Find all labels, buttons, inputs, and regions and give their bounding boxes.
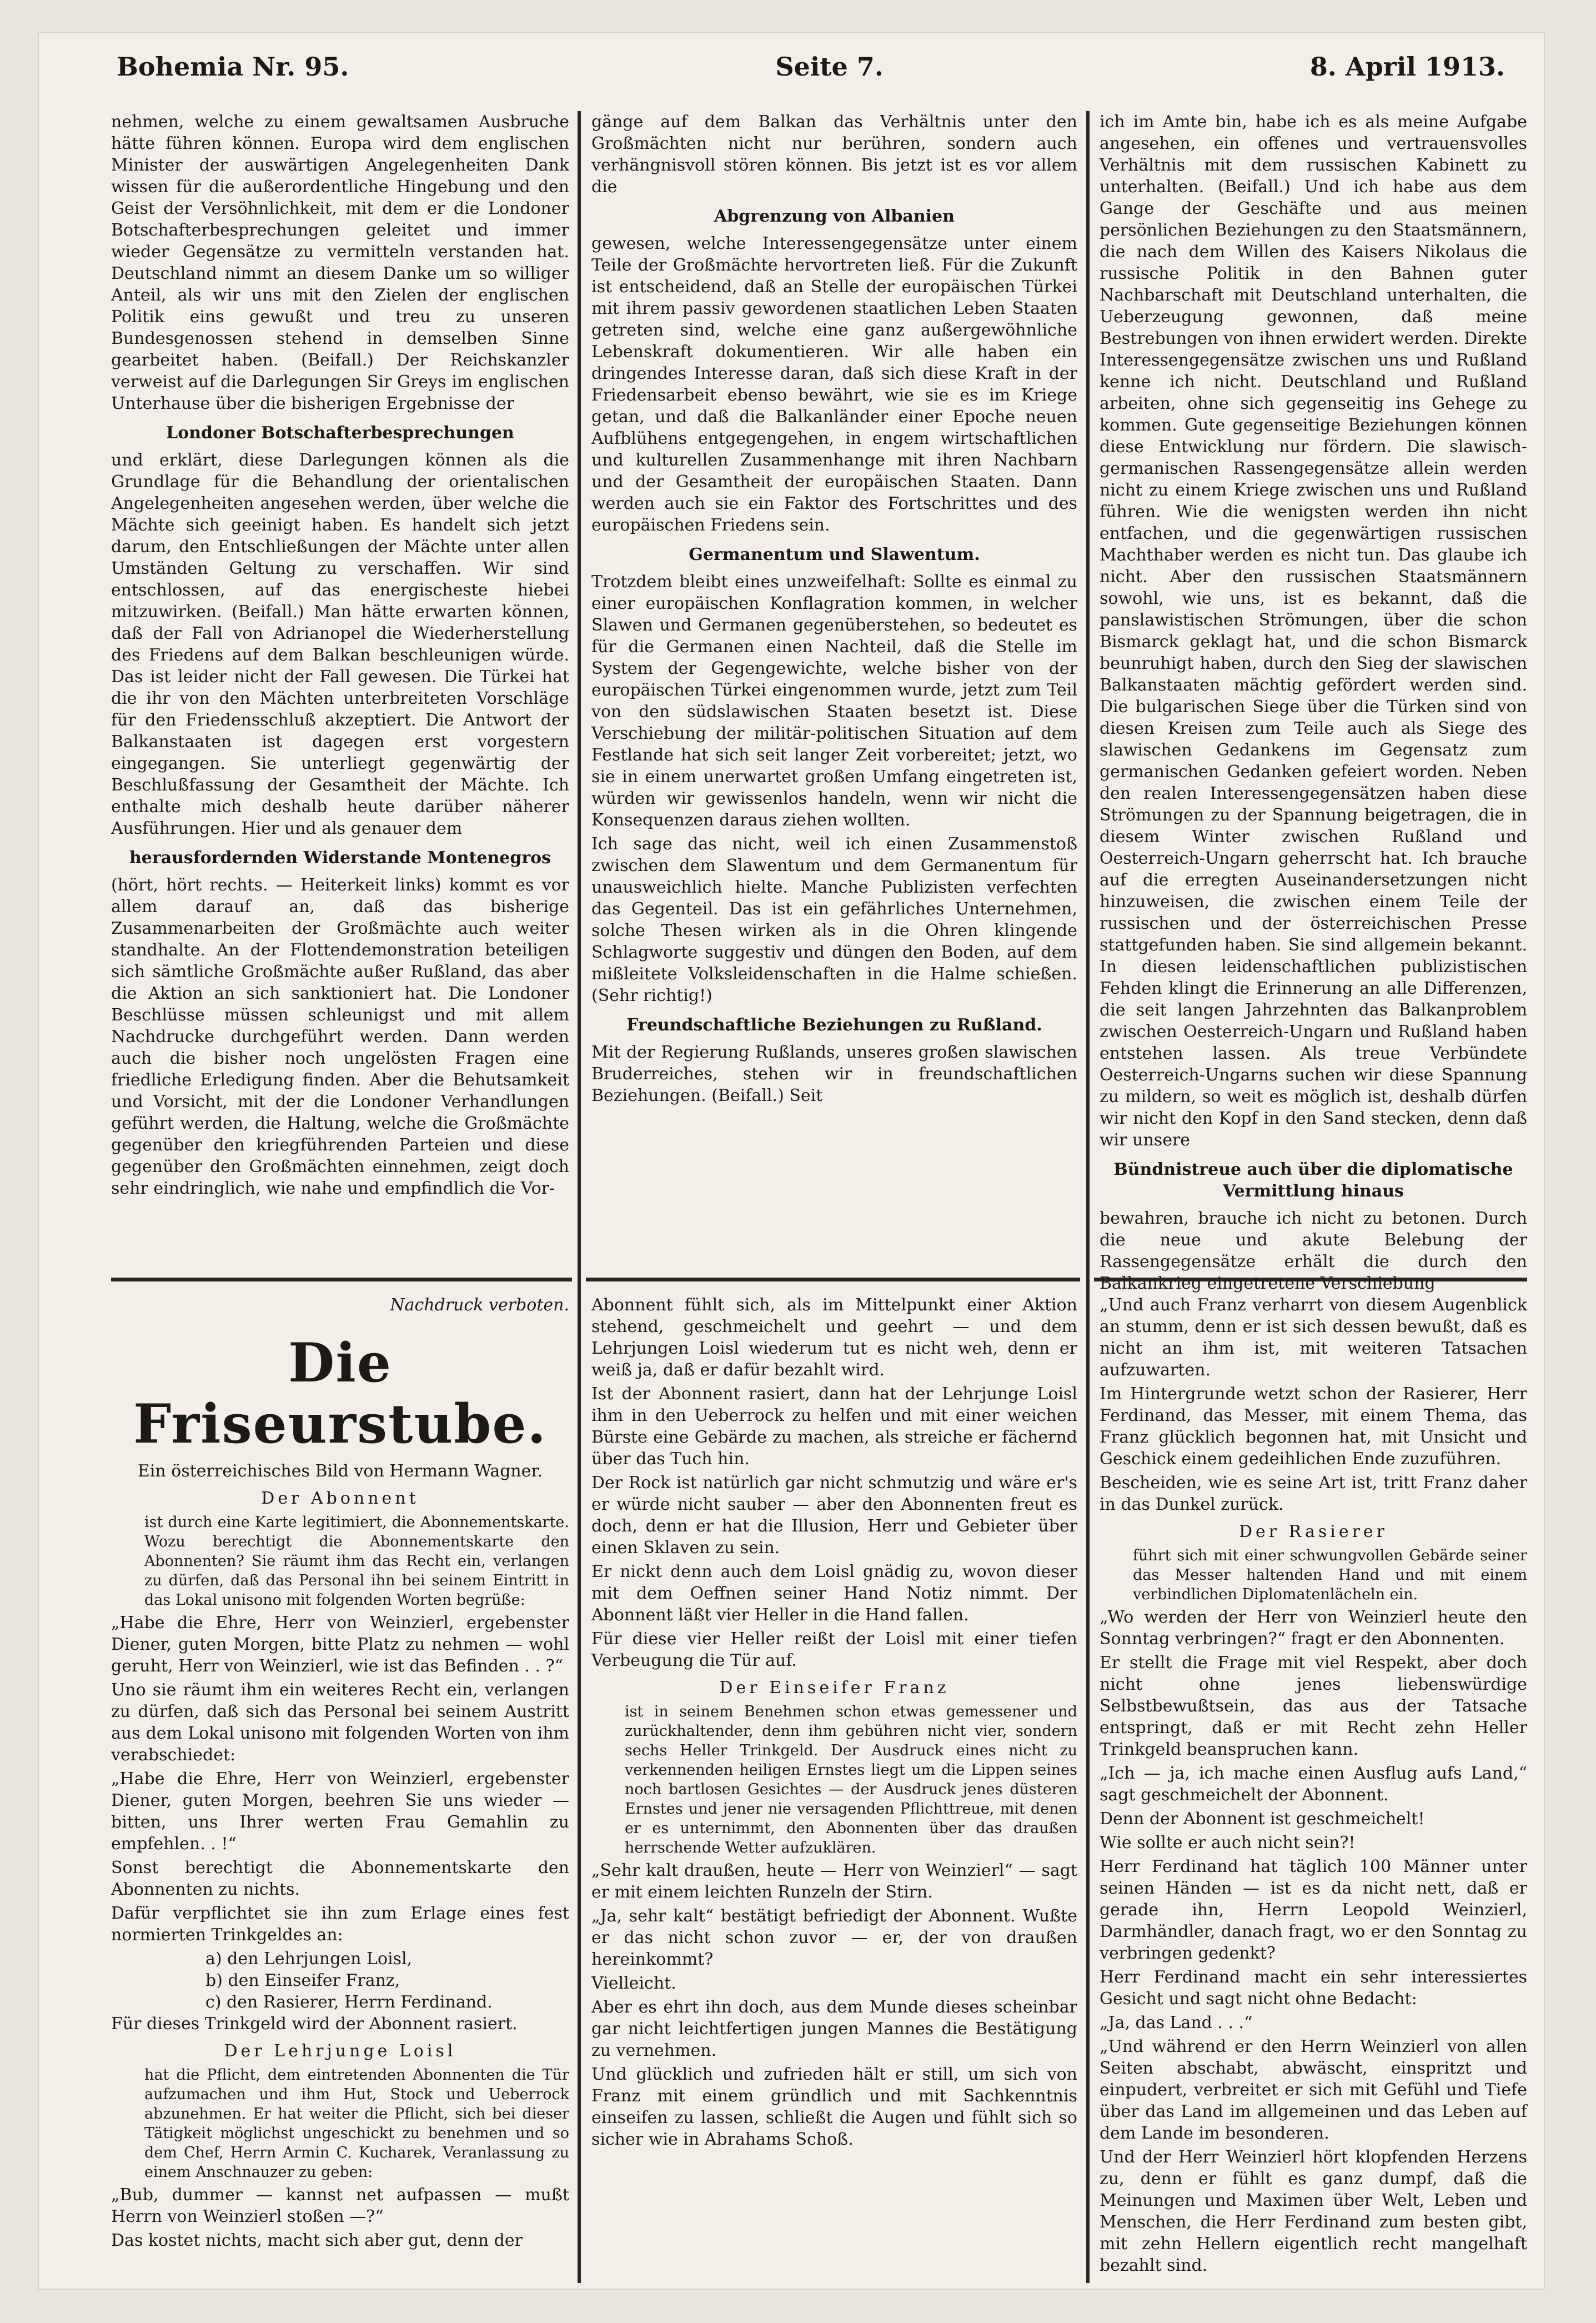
- story-byline: Ein österreichisches Bild von Hermann Wagner.: [137, 1461, 543, 1481]
- story-description: führt sich mit einer schwungvollen Gebärde seiner das Messer haltenden Hand und mit einem verbindlichen Diplomatenlächeln ein.: [1133, 1547, 1527, 1603]
- story-paragraph: Er stellt die Frage mit viel Respekt, aber doch nicht ohne jenes liebenswürdige Selbstbewußtsein, das aus der Tatsache entspringt, daß er mit Recht zehn Heller Trinkgeld beanspruchen kann.: [1100, 1653, 1527, 1759]
- article-paragraph: Mit der Regierung Rußlands, unseres großen slawischen Bruderreiches, stehen wir in freundschaftlichen Beziehungen. (Beifall.) Seit: [591, 1043, 1077, 1105]
- story-paragraph: Aber es ehrt ihn doch, aus dem Munde dieses scheinbar gar nicht leichtfertigen jungen Mannes die Bestätigung zu vernehmen.: [591, 1997, 1077, 2060]
- list-item: c) den Rasierer, Herrn Ferdinand.: [205, 1992, 493, 2012]
- article-column-1: [111, 111, 569, 1269]
- list-item: a) den Lehrjungen Loisl,: [205, 1949, 413, 1969]
- story-section-heading: Der Rasierer: [1238, 1522, 1388, 1541]
- story-description: hat die Pflicht, dem eintretenden Abonnenten die Tür aufzumachen und ihm Hut, Stock und Ueberrock abzunehmen. Er hat weiter die Pflicht, sich bei dieser Tätigkeit möglichst ungeschickt zu benehmen und so dem Chef, Herrn Armin C. Kucharek, Veranlassung zu einem Anschnauzer zu geben:: [144, 2066, 569, 2181]
- story-paragraph: „Bub, dummer — kannst net aufpassen — mußt Herrn von Weinzierl stoßen —?“: [111, 2185, 569, 2226]
- story-paragraph: „Ja, das Land . . .“: [1100, 2013, 1253, 2032]
- story-description: ist durch eine Karte legitimiert, die Abonnementskarte. Wozu berechtigt die Abonnementskarte den Abonnenten? Sie räumt ihm das Recht ein, verlangen zu dürfen, daß das Personal ihn bei seinem Eintritt in das Lokal unisono mit folgenden Worten begrüße:: [144, 1514, 569, 1609]
- story-paragraph: Vielleicht.: [591, 1974, 676, 1993]
- story-column-2: [591, 1294, 1077, 2283]
- story-column-1: [111, 1294, 569, 2283]
- story-paragraph: Bescheiden, wie es seine Art ist, tritt Franz daher in das Dunkel zurück.: [1100, 1473, 1527, 1514]
- header-issue: Bohemia Nr. 95.: [117, 52, 349, 82]
- article-column-3: [1100, 111, 1527, 1293]
- newspaper-page: [39, 33, 1544, 2289]
- story-paragraph: Sonst berechtigt die Abonnementskarte den Abonnenten zu nichts.: [111, 1858, 569, 1899]
- article-subheading: Germanentum und Slawentum.: [689, 545, 980, 564]
- article-paragraph: ich im Amte bin, habe ich es als meine Aufgabe angesehen, ein offenes und vertrauensvolles Verhältnis mit dem russischen Kabinett zu unterhalten. (Beifall.) Und ich habe aus dem Gange der Geschäfte und aus meinen persönlichen Beziehungen zu den Staatsmännern, die nach dem Willen des Kaisers Nikolaus die russische Politik in den Bahnen guter Nachbarschaft mit Deutschland unterhalten, die Ueberzeugung gewonnen, daß meine Bestrebungen von ihnen erwidert werden. Direkte Interessengegensätze zwischen uns und Rußland kenne ich nicht. Deutschland und Rußland arbeiten, ohne sich gegenseitig ins Gehege zu kommen. Gute gegenseitige Beziehungen können diese Entwicklung nur fördern. Die slawisch-germanischen Rassengegensätze allein werden nicht zu einem Kriege zwischen uns und Rußland führen. Wie die wenigsten werden ihn nicht entfachen, und die gegenwärtigen russischen Machthaber werden es nicht tun. Das glaube ich nicht. Aber den russischen Staatsmännern sowohl, wie uns, ist es bekannt, daß die panslawistischen Strömungen, über die schon Bismarck geklagt hat, und die schon Bismarck beunruhigt haben, durch den Sieg der slawischen Balkanstaaten mächtig gefördert werden sind. Die bulgarischen Siege über die Türken sind von diesen Kreisen zum Teile auch als Siege des slawischen Gedankens im Gegensatz zum germanischen Gedanken gefeiert worden. Neben den realen Interessengegensätzen haben diese Strömungen zu der Spannung beigetragen, die in diesem Winter zwischen Rußland und Oesterreich-Ungarn geherrscht hat. Ich brauche auf die erregten Auseinandersetzungen nicht hinzuweisen, die zwischen einem Teile der russischen und der österreichischen Presse stattgefunden haben. Sie sind allgemein bekannt. In diesen leidenschaftlichen publizistischen Fehden klingt die Erinnerung an alle Differenzen, die seit langen Jahrzehnten das Balkanproblem zwischen Oesterreich-Ungarn und Rußland haben entstehen lassen. Als treue Verbündete Oesterreich-Ungarns suchen wir diese Spannung zu mildern, so weit es möglich ist, deshalb dürfen wir nicht den Kopf in den Sand stecken, denn daß wir unsere: [1100, 112, 1527, 1150]
- story-paragraph: „Habe die Ehre, Herr von Weinzierl, ergebenster Diener, guten Morgen, bitte Platz zu nehmen — wohl geruht, Herr von Weinzierl, wie ist das Befinden . . ?“: [111, 1613, 569, 1676]
- story-paragraph: Dafür verpflichtet sie ihn zum Erlage eines fest normierten Trinkgeldes an:: [111, 1904, 569, 1945]
- story-paragraph: „Und auch Franz verharrt von diesem Augenblick an stumm, denn er ist sich dessen bewußt, daß es nicht an ihm ist, mit weiteren Tatsachen aufzuwarten.: [1100, 1295, 1527, 1380]
- article-paragraph: (hört, hört rechts. — Heiterkeit links) kommt es vor allem darauf an, daß das bisherige Zusammenarbeiten der Großmächte auch weiter standhalte. An der Flottendemonstration beteiligen sich sämtliche Großmächte außer Rußland, das aber die Aktion an sich sanktioniert hat. Die Londoner Beschlüsse müssen schleunigst und mit allem Nachdrucke durchgeführt werden. Dann werden auch die bisher noch ungelösten Fragen eine friedliche Erledigung finden. Aber die Behutsamkeit und Vorsicht, mit der die Londoner Verhandlungen geführt werden, die Haltung, welche die Großmächte gegenüber den kriegführenden Parteien und diese gegenüber den Großmächten einnehmen, zeigt doch sehr eindringlich, wie nahe und empfindlich die Vor-: [111, 875, 569, 1198]
- story-paragraph: Wie sollte er auch nicht sein?!: [1100, 1833, 1356, 1853]
- article-subheading: Bündnistreue auch über die diplomatische Vermittlung hinaus: [1113, 1160, 1513, 1201]
- article-paragraph: nehmen, welche zu einem gewaltsamen Ausbruche hätte führen können. Europa wird dem englischen Minister der auswärtigen Angelegenheiten Dank wissen für die außerordentliche Hingebung und den Geist der Versöhnlichkeit, mit dem er die Londoner Botschafterbesprechungen geleitet und immer wieder Gegensätze zu vermitteln verstanden hat. Deutschland nimmt an diesem Danke um so williger Anteil, als wir uns mit den Zielen der englischen Politik eins gewußt und treu zu unseren Bundesgenossen stehend in demselben Sinne gearbeitet haben. (Beifall.) Der Reichskanzler verweist auf die Darlegungen Sir Greys im englischen Unterhause über die bisherigen Ergebnisse der: [111, 112, 569, 413]
- story-paragraph: Herr Ferdinand macht ein sehr interessiertes Gesicht und sagt nicht ohne Bedacht:: [1100, 1967, 1527, 2009]
- article-subheading: Londoner Botschafterbesprechungen: [166, 423, 514, 443]
- story-paragraph: Für diese vier Heller reißt der Loisl mit einer tiefen Verbeugung die Tür auf.: [591, 1629, 1077, 1670]
- section-divider-2: [586, 1278, 1080, 1281]
- page-header: [39, 33, 1544, 100]
- article-paragraph: Trotzdem bleibt eines unzweifelhaft: Sollte es einmal zu einer europäischen Konflagration kommen, in welcher Slawen und Germanen gegenüberstehen, so bedeutet es für die Germanen einen Nachteil, daß die Stelle im System der Gegengewichte, welche bisher von der europäischen Türkei eingenommen wurde, jetzt zum Teil von den südslawischen Staaten besetzt ist. Diese Verschiebung der militär-politischen Situation auf dem Festlande hat sich seit langer Zeit vorbereitet; jetzt, wo sie in einem unerwartet großen Umfang eingetreten ist, würden wir gewissenlos handeln, wenn wir nicht die Konsequenzen daraus ziehen wollten.: [591, 572, 1077, 830]
- story-paragraph: Abonnent fühlt sich, als im Mittelpunkt einer Aktion stehend, geschmeichelt und geehrt — und dem Lehrjungen Loisl wiederum tut es nicht weh, denn er weiß ja, daß er dafür bezahlt wird.: [591, 1295, 1077, 1380]
- story-paragraph: Ist der Abonnent rasiert, dann hat der Lehrjunge Loisl ihm in den Ueberrock zu helfen und mit einer weichen Bürste eine Gebärde zu machen, als streiche er fächernd über das Tuch hin.: [591, 1384, 1077, 1469]
- article-subheading: Freundschaftliche Beziehungen zu Rußland.: [626, 1015, 1042, 1035]
- list-item: b) den Einseifer Franz,: [205, 1971, 400, 1990]
- story-section-heading: Der Einseifer Franz: [719, 1678, 950, 1698]
- header-date: 8. April 1913.: [1309, 52, 1505, 82]
- story-paragraph: Denn der Abonnent ist geschmeichelt!: [1100, 1809, 1425, 1829]
- column-rule-left: [578, 111, 581, 2283]
- story-column-3: [1100, 1294, 1527, 2283]
- reprint-notice: Nachdruck verboten.: [390, 1295, 569, 1315]
- story-paragraph: Der Rock ist natürlich gar nicht schmutzig und wäre er's er würde nicht sauber — aber den Abonnenten freut es doch, denn er hat die Illusion, Herr und Gebieter über einen Sklaven zu sein.: [591, 1473, 1077, 1558]
- story-paragraph: „Und während er den Herrn Weinzierl von allen Seiten abschabt, abwäscht, einspritzt und einpudert, verbreitet er sich mit Gefühl und Tiefe über das Land im allgemeinen und das Leben auf dem Lande im besonderen.: [1100, 2037, 1527, 2143]
- story-paragraph: Herr Ferdinand hat täglich 100 Männer unter seinen Händen — ist es da nicht nett, daß er gerade ihn, Herrn Leopold Weinzierl, Darmhändler, danach fragt, wo er den Sonntag zu verbringen gedenkt?: [1100, 1857, 1527, 1963]
- story-paragraph: „Wo werden der Herr von Weinzierl heute den Sonntag verbringen?“ fragt er den Abonnenten.: [1100, 1608, 1527, 1649]
- story-title: Die Friseurstube.: [133, 1331, 547, 1455]
- header-page-number: Seite 7.: [775, 52, 884, 82]
- article-paragraph: Ich sage das nicht, weil ich einen Zusammenstoß zwischen dem Slawentum und dem Germanentum für unausweichlich hielte. Manche Publizisten verfechten das Gegenteil. Das ist ein gefährliches Unternehmen, solche Thesen wirken als in die Ohren klingende Schlagworte suggestiv und düngen den Boden, auf dem mißleitete Volksleidenschaften in die Halme schießen. (Sehr richtig!): [591, 834, 1077, 1005]
- story-section-heading: Der Lehrjunge Loisl: [224, 2041, 456, 2061]
- story-paragraph: Für dieses Trinkgeld wird der Abonnent rasiert.: [111, 2014, 518, 2034]
- article-subheading: Abgrenzung von Albanien: [714, 207, 955, 226]
- story-paragraph: „Ich — ja, ich mache einen Ausflug aufs Land,“ sagt geschmeichelt der Abonnent.: [1100, 1764, 1527, 1805]
- story-section-heading: Der Abonnent: [261, 1489, 419, 1508]
- article-paragraph: gewesen, welche Interessengegensätze unter einem Teile der Großmächte hervortreten ließ. Für die Zukunft ist entscheidend, daß an Stelle der europäischen Türkei mit ihrem passiv gewordenen staatlichen Leben Staaten getreten sind, welche eine ganz außergewöhnliche Lebenskraft dokumentieren. Wir alle haben ein dringendes Interesse daran, daß sich diese Kraft in der Friedensarbeit ebenso bewährt, wie sie es im Kriege getan, und daß die Balkanländer einer Epoche neuen Aufblühens entgegengehen, in engem wirtschaftlichen und kulturellen Zusammenhange mit ihren Nachbarn und der Gesamtheit der europäischen Staaten. Dann werden auch sie ein Faktor des Fortschrittes und des europäischen Friedens sein.: [591, 234, 1077, 535]
- story-paragraph: Im Hintergrunde wetzt schon der Rasierer, Herr Ferdinand, das Messer, mit einem Thema, das Franz glücklich begonnen hat, mit Unsicht und Geschick einem gedeihlichen Ende zuzuführen.: [1100, 1384, 1527, 1469]
- article-paragraph: bewahren, brauche ich nicht zu betonen. Durch die neue und akute Belebung der Rassengegensätze erhält die durch den Balkankrieg eingetretene Verschiebung: [1100, 1209, 1527, 1293]
- story-paragraph: „Habe die Ehre, Herr von Weinzierl, ergebenster Diener, guten Morgen, beehren Sie uns wieder — bitten, uns Ihrer werten Frau Gemahlin zu empfehlen. . !“: [111, 1769, 569, 1854]
- story-paragraph: „Ja, sehr kalt“ bestätigt befriedigt der Abonnent. Wußte er das nicht schon zuvor — er, der von draußen hereinkommt?: [591, 1906, 1077, 1969]
- story-paragraph: Und glücklich und zufrieden hält er still, um sich von Franz mit einem gründlich und mit Sachkenntnis einseifen zu lassen, schließt die Augen und fühlt sich so sicher wie in Abrahams Schoß.: [591, 2065, 1077, 2149]
- article-column-2: [591, 111, 1077, 1269]
- section-divider-1: [111, 1278, 572, 1281]
- story-paragraph: „Sehr kalt draußen, heute — Herr von Weinzierl“ — sagt er mit einem leichten Runzeln der Stirn.: [591, 1861, 1077, 1902]
- article-subheading: herausfordernden Widerstande Montenegros: [129, 848, 551, 868]
- story-paragraph: Und der Herr Weinzierl hört klopfenden Herzens zu, denn er fühlt es ganz dumpf, daß die Meinungen und Maximen über Welt, Leben und Menschen, die Herr Ferdinand zum besten gibt, mit zehn Hellern eigentlich recht mangelhaft bezahlt sind.: [1100, 2147, 1527, 2275]
- story-paragraph: Er nickt denn auch dem Loisl gnädig zu, wovon dieser mit dem Oeffnen seiner Hand Notiz nimmt. Der Abonnent läßt vier Heller in die Hand fallen.: [591, 1562, 1077, 1625]
- article-paragraph: gänge auf dem Balkan das Verhältnis unter den Großmächten nicht nur berühren, sondern auch verhängnisvoll stören können. Bis jetzt ist es vor allem die: [591, 112, 1077, 197]
- story-paragraph: Das kostet nichts, macht sich aber gut, denn der: [111, 2231, 523, 2250]
- story-description: ist in seinem Benehmen schon etwas gemessener und zurückhaltender, denn ihm gebühren nicht vier, sondern sechs Heller Trinkgeld. Der Ausdruck eines nicht zu verkennenden heiligen Ernstes liegt um die Lippen seines noch bartlosen Gesichtes — der Ausdruck jenes düsteren Ernstes und jener nie versagenden Pflichttreue, mit denen er es unternimmt, den Abonnenten über das draußen herrschende Wetter aufzuklären.: [625, 1703, 1077, 1856]
- article-paragraph: und erklärt, diese Darlegungen können als die Grundlage für die Behandlung der orientalischen Angelegenheiten angesehen werden, über welche die Mächte sich geeinigt haben. Es handelt sich jetzt darum, den Entschließungen der Mächte unter allen Umständen Geltung zu verschaffen. Wir sind entschlossen, auf das energischeste hiebei mitzuwirken. (Beifall.) Man hätte erwarten können, daß der Fall von Adrianopel die Wiederherstellung des Friedens auf dem Balkan beschleunigen würde. Das ist leider nicht der Fall gewesen. Die Türkei hat die ihr von den Mächten unterbreiteten Vorschläge für den Friedensschluß akzeptiert. Die Antwort der Balkanstaaten ist dagegen erst vorgestern eingegangen. Sie unterliegt gegenwärtig der Beschlußfassung der Gesamtheit der Mächte. Ich enthalte mich deshalb heute darüber näherer Ausführungen. Hier und als genauer dem: [111, 450, 569, 838]
- column-rule-right: [1086, 111, 1090, 2283]
- story-paragraph: Uno sie räumt ihm ein weiteres Recht ein, verlangen zu dürfen, daß sich das Personal bei seinem Austritt aus dem Lokal unisono mit folgenden Worten von ihm verabschiedet:: [111, 1680, 569, 1765]
